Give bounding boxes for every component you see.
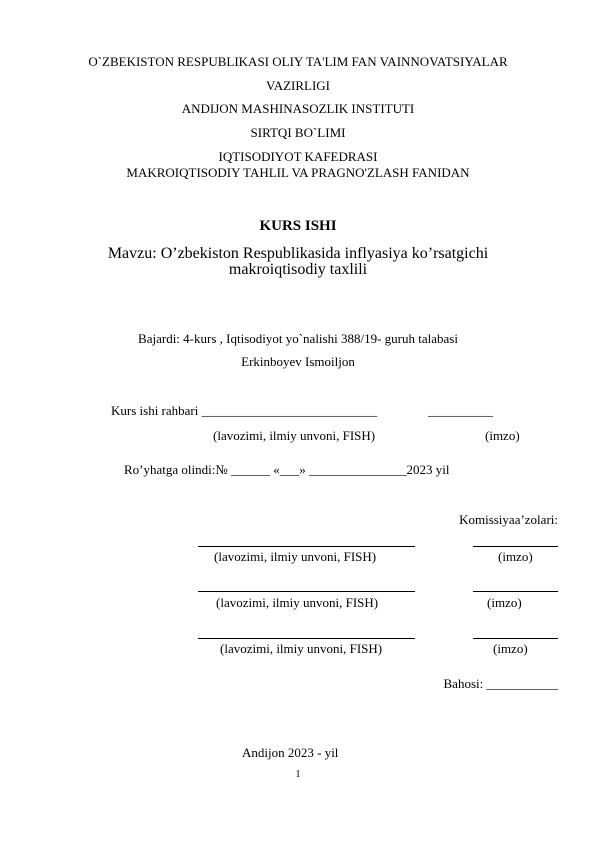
commission-sign-caption-2: (imzo) <box>487 595 522 610</box>
author-info: Bajardi: 4-kurs , Iqtisodiyot yo`nalishi 388/19- guruh talabasi <box>138 331 458 346</box>
supervisor-role-caption: (lavozimi, ilmiy unvoni, FISH) <box>213 428 376 443</box>
supervisor-signature-blank: __________ <box>428 403 493 418</box>
commission-role-caption-2: (lavozimi, ilmiy unvoni, FISH) <box>216 595 379 610</box>
commission-sign-line-1 <box>473 546 558 547</box>
header-chair: IQTISODIYOT KAFEDRASI <box>218 149 378 164</box>
commission-sign-line-3 <box>473 638 558 639</box>
document-title: KURS ISHI <box>259 218 337 234</box>
commission-sign-caption-3: (imzo) <box>493 641 528 656</box>
place-year: Andijon 2023 - yil <box>242 745 339 760</box>
page-number: 1 <box>295 769 301 780</box>
commission-label: Komissiyaa’zolari: <box>459 512 558 527</box>
commission-role-line-1 <box>198 546 415 547</box>
supervisor-sign-caption: (imzo) <box>485 428 520 443</box>
author-name: Erkinboyev Ismoiljon <box>241 354 355 369</box>
header-institute: ANDIJON MASHINASOZLIK INSTITUTI <box>181 101 415 116</box>
header-department-section: SIRTQI BO`LIMI <box>250 125 346 140</box>
header-subject: MAKROIQTISODIY TAHLIL VA PRAGNO'ZLASH FANIDAN <box>126 165 470 180</box>
topic-line-2: makroiqtisodiy taxlili <box>228 261 368 278</box>
commission-role-caption-3: (lavozimi, ilmiy unvoni, FISH) <box>220 641 383 656</box>
supervisor-label: Kurs ishi rahbari ___________________________ <box>111 403 378 418</box>
commission-role-line-3 <box>198 638 415 639</box>
topic-line-1: Mavzu: O’zbekiston Respublikasida inflyasiya ko’rsatgichi <box>107 245 489 262</box>
grade-line: Bahosi: ___________ <box>443 676 558 691</box>
commission-sign-line-2 <box>473 591 558 592</box>
commission-sign-caption-1: (imzo) <box>498 549 533 564</box>
registration-line: Ro’yhatga olindi:№ ______ «___» _______________2023 yil <box>124 462 450 477</box>
commission-role-caption-1: (lavozimi, ilmiy unvoni, FISH) <box>214 549 377 564</box>
header-ministry-line: O`ZBEKISTON RESPUBLIKASI OLIY TA'LIM FAN VAINNOVATSIYALAR <box>88 54 508 69</box>
commission-role-line-2 <box>198 591 415 592</box>
header-ministry-line-2: VAZIRLIGI <box>265 78 331 93</box>
